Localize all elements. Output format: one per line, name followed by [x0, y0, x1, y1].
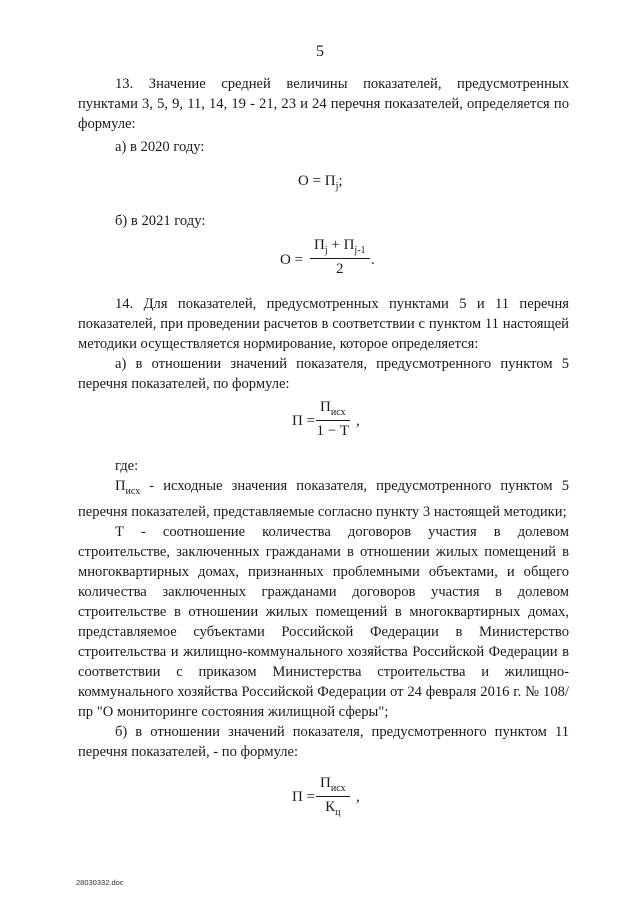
- paragraph-14-b: б) в отношении значений показателя, предусмотренного пунктом 11 перечня показателей, - по формуле:: [78, 723, 569, 760]
- definitions-block: [78, 456, 569, 762]
- paragraph-13-a: а) в 2020 году:: [115, 139, 205, 155]
- def-p-text: - исходные значения показателя, предусмотренного пунктом 5 перечня показателей, представляемые согласно пункту 3 настоящей методики;: [78, 478, 569, 520]
- formula-a-fraction: [316, 399, 350, 440]
- formula-2020-lhs: О = П: [298, 173, 336, 189]
- document-footer-filename: 28030332.doc: [76, 878, 124, 887]
- formula-2021-numerator: [310, 237, 370, 259]
- page-number: 5: [316, 43, 324, 60]
- formula-2021-fraction: [310, 237, 370, 278]
- formula-b-denominator: [316, 797, 350, 818]
- formula-a-lhs: П =: [292, 413, 316, 429]
- formula-b-fraction: [316, 775, 350, 818]
- where-label: где:: [115, 458, 139, 474]
- paragraph-13-b: б) в 2021 году:: [115, 213, 206, 229]
- formula-b-numerator: [316, 775, 350, 797]
- def-p-subscript: исх: [125, 485, 141, 497]
- definition-t: Т - соотношение количества договоров участия в долевом строительстве, заключенных гражданами в отношении жилых помещений в многоквартирных домах, признанных проблемными объектами, и общего количества заключенных гражданами договоров участия в долевом строительстве в отношении жилых помещений в многоквартирных домах, представляемое субъектами Российской Федерации в Министерство строительства и жилищно-коммунального хозяйства Российской Федерации в соответствии с приказом Министерства строительства и жилищно-коммунального хозяйства Российской Федерации от 24 февраля 2016 г. № 108/пр "О мониторинге состояния жилищной сферы";: [78, 523, 569, 720]
- formula-2020-sub: j: [335, 181, 339, 192]
- formula-a-numerator: [316, 399, 350, 421]
- paragraph-14-a: а) в отношении значений показателя, предусмотренного пунктом 5 перечня показателей, по формуле:: [78, 356, 569, 392]
- formula-2020-tail: ;: [338, 173, 343, 189]
- definition-p-isx: [78, 476, 569, 522]
- formula-2020: [298, 173, 343, 192]
- paragraph-13-block: [78, 74, 569, 157]
- paragraph-14-block: [78, 294, 569, 394]
- formula-2021-num-b-sub: j-1: [354, 245, 366, 256]
- formula-2021-lhs: О =: [280, 252, 304, 268]
- formula-b-den-sub: ц: [335, 807, 341, 818]
- formula-b-tail: ,: [356, 789, 360, 805]
- paragraph-13: 13. Значение средней величины показателей, предусмотренных пунктами 3, 5, 9, 11, 14, 19 - 21, 23 и 24 перечня показателей, определяется по формуле:: [78, 76, 569, 132]
- formula-a-num: П: [320, 399, 331, 415]
- formula-2021-num-plus: + П: [327, 237, 355, 253]
- formula-a-tail: ,: [356, 413, 360, 429]
- formula-b-num-sub: исх: [330, 783, 346, 794]
- formula-b-lhs: П =: [292, 789, 316, 805]
- formula-2021-denominator: 2: [336, 261, 344, 277]
- formula-2021-num-a-sub: j: [324, 245, 328, 256]
- paragraph-13-b-block: [78, 211, 569, 231]
- formula-2021-num-a: П: [314, 237, 325, 253]
- formula-2021-tail: .: [371, 252, 375, 268]
- formula-b-num: П: [320, 775, 331, 791]
- formula-a-denominator: 1 − Т: [316, 423, 350, 439]
- formula-a-num-sub: исх: [330, 407, 346, 418]
- formula-b-den: К: [325, 799, 336, 815]
- def-p-symbol: П: [115, 478, 126, 494]
- paragraph-14: 14. Для показателей, предусмотренных пунктами 5 и 11 перечня показателей, при проведении расчетов в соответствии с пунктом 11 настоящей методики осуществляется нормирование, которое определяется:: [78, 296, 569, 352]
